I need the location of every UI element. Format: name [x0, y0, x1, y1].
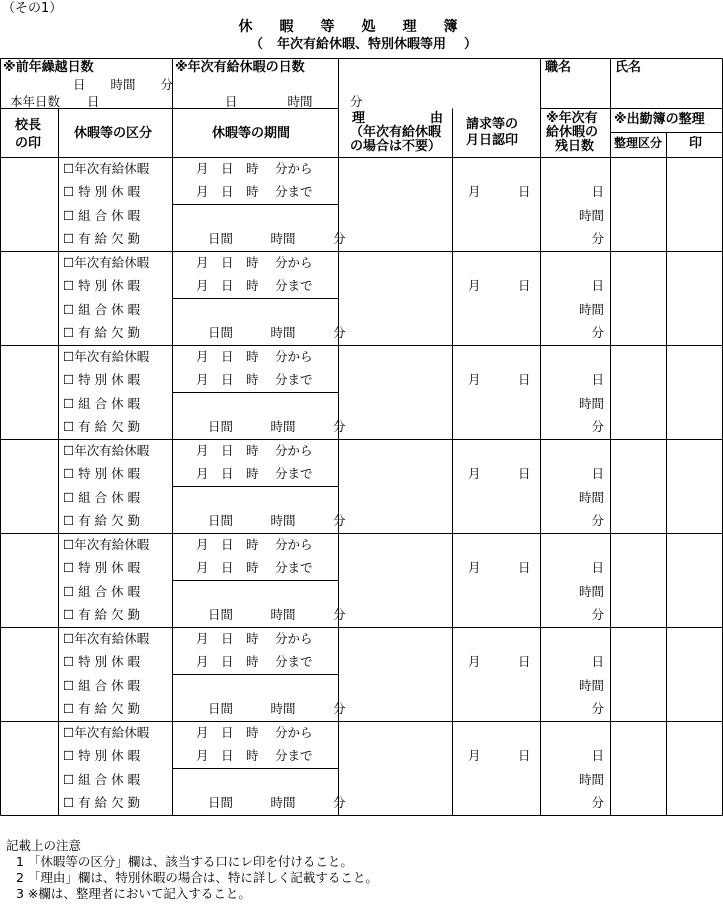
remaining-hour: 時間 — [578, 583, 604, 599]
leave-type-checkbox[interactable]: ☐ 有 給 欠 勤 — [63, 794, 141, 810]
remaining-minute: 分 — [591, 230, 604, 246]
request-date: 月 日 — [468, 653, 531, 669]
period-from: 月 日 時 分から — [196, 254, 313, 270]
remaining-hour: 時間 — [578, 395, 604, 411]
leave-type-checkbox[interactable]: ☐ 有 給 欠 勤 — [63, 512, 141, 528]
request-date: 月 日 — [468, 465, 531, 481]
reason-header-line1: 理 由 — [352, 111, 444, 126]
remaining-minute: 分 — [591, 418, 604, 434]
leave-type-checkbox[interactable]: ☐年次有給休暇 — [63, 160, 150, 176]
remaining-hour: 時間 — [578, 301, 604, 317]
period-total: 日間 時間 分 — [208, 700, 346, 716]
annual-days-label: ※年次有給休暇の日数 — [175, 60, 305, 75]
leave-type-checkbox[interactable]: ☐ 有 給 欠 勤 — [63, 230, 141, 246]
period-to: 月 日 時 分まで — [196, 653, 313, 669]
period-from: 月 日 時 分から — [196, 536, 313, 552]
remaining-day: 日 — [591, 653, 604, 669]
period-to: 月 日 時 分まで — [196, 747, 313, 763]
period-total: 日間 時間 分 — [208, 230, 346, 246]
reason-header-line2: （年次有給休暇 — [350, 125, 442, 140]
subtitle-text: 年次有給休暇、特別休暇等用 — [277, 37, 447, 52]
leave-type-checkbox[interactable]: ☐ 特 別 休 暇 — [63, 559, 141, 575]
remaining-day: 日 — [591, 747, 604, 763]
remaining-hour: 時間 — [578, 489, 604, 505]
period-to: 月 日 時 分まで — [196, 183, 313, 199]
request-date: 月 日 — [468, 183, 531, 199]
leave-type-checkbox[interactable]: ☐ 組 合 休 暇 — [63, 489, 141, 505]
leave-type-checkbox[interactable]: ☐年次有給休暇 — [63, 724, 150, 740]
leave-type-checkbox[interactable]: ☐ 特 別 休 暇 — [63, 183, 141, 199]
leave-type-checkbox[interactable]: ☐ 特 別 休 暇 — [63, 747, 141, 763]
period-to: 月 日 時 分まで — [196, 465, 313, 481]
remaining-header-line1: ※年次有 — [546, 111, 598, 126]
period-from: 月 日 時 分から — [196, 442, 313, 458]
period-total: 日間 時間 分 — [208, 606, 346, 622]
leave-type-checkbox[interactable]: ☐ 組 合 休 暇 — [63, 771, 141, 787]
notes-heading: 記載上の注意 — [6, 838, 82, 853]
remaining-minute: 分 — [591, 512, 604, 528]
request-date: 月 日 — [468, 371, 531, 387]
reason-header-line3: の場合は不要） — [350, 139, 442, 154]
remaining-hour: 時間 — [578, 677, 604, 693]
principal-seal-line2: の印 — [15, 136, 42, 151]
note-item-2: 2 「理由」欄は、特別休暇の場合は、特に詳しく記載すること。 — [16, 870, 378, 885]
leave-type-checkbox[interactable]: ☐年次有給休暇 — [63, 254, 150, 270]
period-total: 日間 時間 分 — [208, 418, 346, 434]
note-item-1: 1 「休暇等の区分」欄は、該当する口にレ印を付けること。 — [16, 854, 353, 869]
leave-type-checkbox[interactable]: ☐ 有 給 欠 勤 — [63, 418, 141, 434]
remaining-minute: 分 — [591, 700, 604, 716]
position-label: 職名 — [545, 60, 572, 75]
attendance-seal-header: 印 — [689, 136, 703, 151]
remaining-day: 日 — [591, 559, 604, 575]
request-date: 月 日 — [468, 559, 531, 575]
leave-type-checkbox[interactable]: ☐ 有 給 欠 勤 — [63, 324, 141, 340]
period-total: 日間 時間 分 — [208, 512, 346, 528]
attendance-category-header: 整理区分 — [614, 136, 663, 150]
notes — [6, 840, 378, 904]
request-header-line1: 請求等の — [466, 117, 519, 132]
period-from: 月 日 時 分から — [196, 160, 313, 176]
leave-type-checkbox[interactable]: ☐ 組 合 休 暇 — [63, 677, 141, 693]
leave-type-checkbox[interactable]: ☐ 特 別 休 暇 — [63, 277, 141, 293]
leave-type-checkbox[interactable]: ☐ 特 別 休 暇 — [63, 465, 141, 481]
leave-type-checkbox[interactable]: ☐ 特 別 休 暇 — [63, 371, 141, 387]
leave-type-checkbox[interactable]: ☐ 組 合 休 暇 — [63, 207, 141, 223]
carryover-day-hour-min: 日 時間 分 — [73, 77, 174, 92]
leave-type-checkbox[interactable]: ☐ 有 給 欠 勤 — [63, 606, 141, 622]
annual-days-day-hour-min: 日 時間 分 — [225, 94, 363, 109]
subtitle-open: （ — [250, 37, 264, 52]
request-header-line2: 月日認印 — [466, 133, 519, 148]
remaining-day: 日 — [591, 277, 604, 293]
remaining-day: 日 — [591, 183, 604, 199]
leave-period-header: 休暇等の期間 — [212, 126, 291, 141]
leave-type-checkbox[interactable]: ☐年次有給休暇 — [63, 630, 150, 646]
leave-type-checkbox[interactable]: ☐ 有 給 欠 勤 — [63, 700, 141, 716]
page-number: （その1） — [2, 1, 63, 16]
current-year-day: 日 — [87, 94, 100, 109]
subtitle-close: ） — [464, 37, 478, 52]
remaining-minute: 分 — [591, 794, 604, 810]
name-label: 氏名 — [615, 60, 642, 75]
note-item-3: 3 ※欄は、整理者において記入すること。 — [16, 886, 251, 901]
period-from: 月 日 時 分から — [196, 724, 313, 740]
current-year-label: 本年日数 — [10, 94, 61, 109]
remaining-header-line2: 給休暇の — [546, 125, 599, 140]
principal-seal-line1: 校長 — [15, 118, 42, 133]
period-to: 月 日 時 分まで — [196, 371, 313, 387]
period-from: 月 日 時 分から — [196, 630, 313, 646]
carryover-label: ※前年繰越日数 — [3, 60, 94, 75]
remaining-minute: 分 — [591, 324, 604, 340]
period-total: 日間 時間 分 — [208, 324, 346, 340]
leave-type-checkbox[interactable]: ☐年次有給休暇 — [63, 536, 150, 552]
remaining-header-line3: 残日数 — [555, 139, 595, 154]
leave-type-checkbox[interactable]: ☐ 組 合 休 暇 — [63, 301, 141, 317]
period-to: 月 日 時 分まで — [196, 277, 313, 293]
leave-type-header: 休暇等の区分 — [74, 126, 153, 141]
remaining-minute: 分 — [591, 606, 604, 622]
request-date: 月 日 — [468, 277, 531, 293]
leave-type-checkbox[interactable]: ☐ 特 別 休 暇 — [63, 653, 141, 669]
period-from: 月 日 時 分から — [196, 348, 313, 364]
leave-type-checkbox[interactable]: ☐年次有給休暇 — [63, 442, 150, 458]
attendance-header: ※出勤簿の整理 — [614, 112, 705, 127]
remaining-hour: 時間 — [578, 771, 604, 787]
page-title: 休暇等処理簿 — [238, 19, 485, 35]
remaining-day: 日 — [591, 465, 604, 481]
period-total: 日間 時間 分 — [208, 794, 346, 810]
remaining-day: 日 — [591, 371, 604, 387]
leave-type-checkbox[interactable]: ☐ 組 合 休 暇 — [63, 395, 141, 411]
period-to: 月 日 時 分まで — [196, 559, 313, 575]
leave-type-checkbox[interactable]: ☐年次有給休暇 — [63, 348, 150, 364]
request-date: 月 日 — [468, 747, 531, 763]
remaining-hour: 時間 — [578, 207, 604, 223]
leave-type-checkbox[interactable]: ☐ 組 合 休 暇 — [63, 583, 141, 599]
